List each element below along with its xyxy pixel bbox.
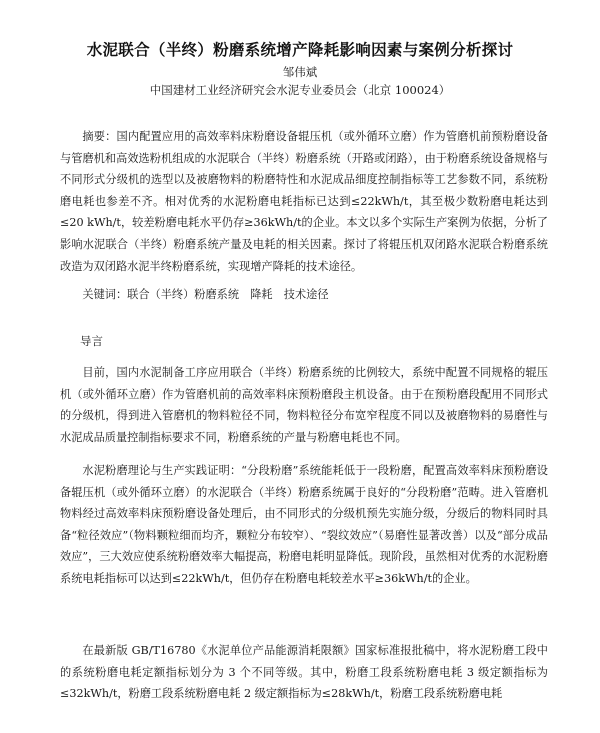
section-heading-intro: 导言 bbox=[80, 334, 103, 348]
body-paragraph-2: 水泥粉磨理论与生产实践证明：“分段粉磨”系统能耗低于一段粉磨，配置高效率料床预粉磨设备辊压机（或外循环立磨）的水泥联合（半终）粉磨系统属于良好的“分段粉磨”范畴。进入管磨机物料经过高效率料床预粉磨设备处理后，由不同形式的分级机预先实施分级，分级后的物料同时具备“粒径效应”（物料颗粒细而均齐，颗粒分布较窄）、“裂纹效应”（易磨性显著改善）以及“部分成品效应”，三大效应使系统粉磨效率大幅提高，粉磨电耗明显降低。现阶段，虽然相对优秀的水泥粉磨系统电耗指标可以达到≤22kWh/t，但仍存在粉磨电耗较差水平≥36kWh/t的企业。 bbox=[60, 464, 548, 585]
abstract-paragraph: 摘要：国内配置应用的高效率料床粉磨设备辊压机（或外循环立磨）作为管磨机前预粉磨设备与管磨机和高效选粉机组成的水泥联合（半终）粉磨系统（开路或闭路），由于粉磨系统设备规格与不同形式分级机的选型以及被磨物料的粉磨特性和水泥成品细度控制指标等工艺参数不同，系统粉磨电耗也参差不齐。相对优秀的水泥粉磨电耗指标已达到≤22kWh/t，其至极少数粉磨电耗达到≤20 kWh/t，较差粉磨电耗水平仍存≥36kWh/t的企业。本文以多个实际生产案例为依据，分析了影响水泥联合（半终）粉磨系统产量及电耗的相关因素。探讨了将辊压机双闭路水泥联合粉磨系统改造为双闭路水泥半终粉磨系统，实现增产降耗的技术途径。 bbox=[60, 130, 548, 273]
paper-title: 水泥联合（半终）粉磨系统增产降耗影响因素与案例分析探讨 bbox=[86, 41, 514, 59]
body-paragraph-3: 在最新版 GB/T16780《水泥单位产品能源消耗限额》国家标准报批稿中，将水泥粉磨工段中的系统粉磨电耗定额指标划分为 3 个不同等级。其中，粉磨工段系统粉磨电耗 3 级定额指标为≤32kWh/t，粉磨工段系统粉磨电耗 2 级定额指标为≤28kWh/t，粉磨工段系统粉磨电耗 bbox=[60, 644, 548, 701]
author-name: 邹伟斌 bbox=[282, 65, 318, 79]
keywords-line: 关键词：联合（半终）粉磨系统 降耗 技术途径 bbox=[82, 288, 329, 301]
author-affiliation: 中国建材工业经济研究会水泥专业委员会（北京 100024） bbox=[149, 83, 451, 97]
body-paragraph-1: 目前，国内水泥制备工序应用联合（半终）粉磨系统的比例较大，系统中配置不同规格的辊压机（或外循环立磨）作为管磨机前的高效率料床预粉磨段主机设备。由于在预粉磨段配用不同形式的分级机，得到进入管磨机的物料粒径不同，物料粒径分布宽窄程度不同以及被磨物料的易磨性与水泥成品质量控制指标要求不同，粉磨系统的产量与粉磨电耗也不同。 bbox=[60, 366, 548, 444]
